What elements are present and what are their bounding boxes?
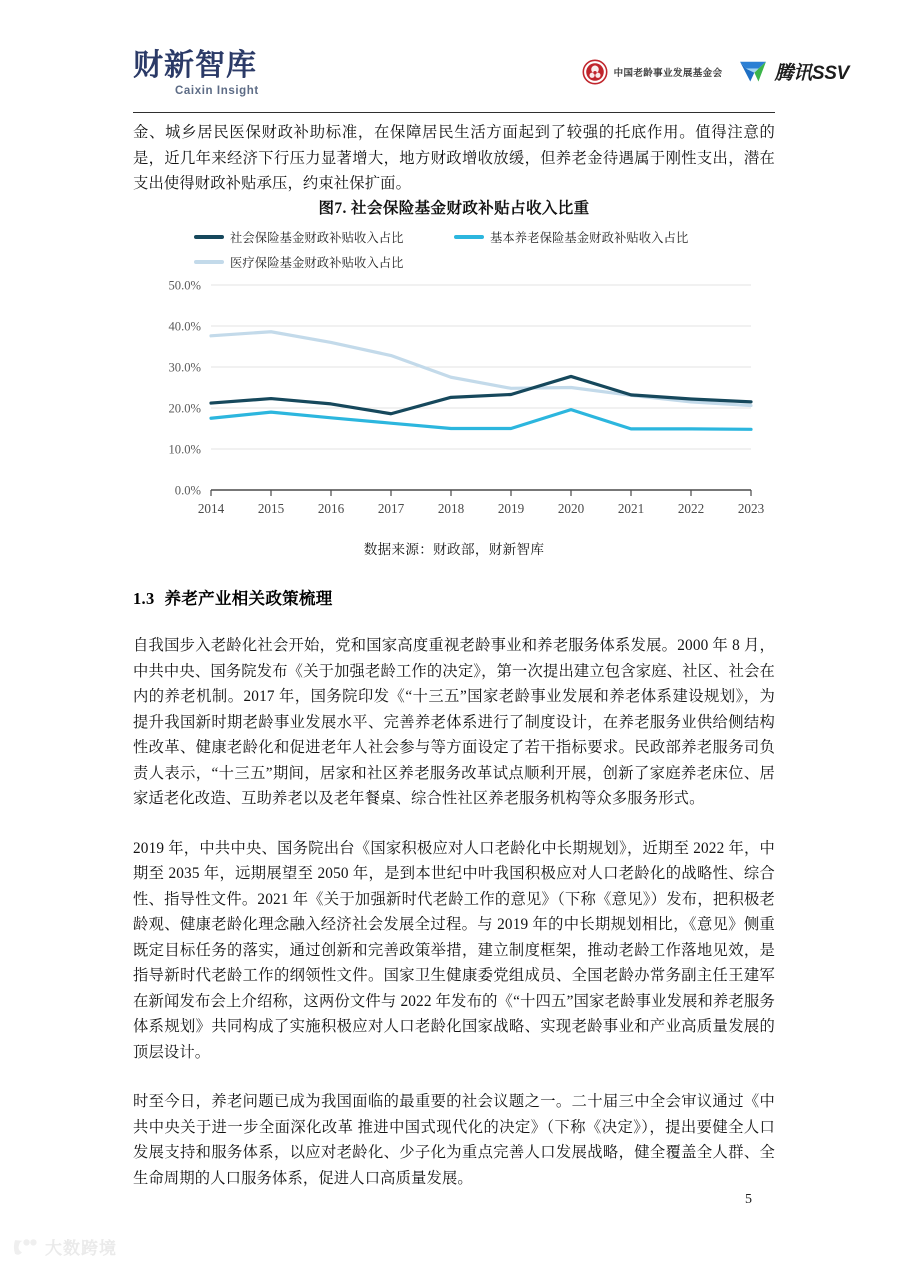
foundation-seal-icon	[582, 59, 608, 85]
x-axis-tick-label: 2018	[437, 501, 465, 516]
watermark-text: 大数跨境	[45, 1239, 117, 1258]
tencent-ssv-mark-icon	[738, 59, 768, 85]
legend-item-basic-pension	[454, 228, 714, 246]
body-paragraph-1: 自我国步入老龄化社会开始，党和国家高度重视老龄事业和养老服务体系发展。2000 年 8 月，中共中央、国务院发布《关于加强老龄工作的决定》，第一次提出建立包含家庭、社区、社会在内的养老机制。2017 年，国务院印发《“十三五”国家老龄事业发展和养老体系建设规划》，为提升我国新时期老龄事业发展水平、完善养老体系进行了制度设计，在养老服务业供给侧结构性改革、健康老龄化和促进老年人社会参与等方面设定了若干指标要求。民政部养老服务司负责人表示，“十三五”期间，居家和社区养老服务改革试点顺利开展，创新了家庭养老床位、居家适老化改造、互助养老以及老年餐桌、综合性社区养老服务机构等众多服务形式。	[133, 637, 775, 807]
partner-tencent-ssv	[738, 58, 849, 85]
x-axis-tick-label: 2016	[317, 501, 345, 516]
y-axis-tick-label: 20.0%	[168, 401, 201, 416]
x-axis-tick-label: 2017	[377, 501, 405, 516]
brand-name-en: Caixin Insight	[175, 84, 259, 97]
y-axis-tick-label: 50.0%	[168, 278, 201, 293]
x-axis-tick-label: 2021	[617, 501, 645, 516]
body-paragraph-3: 时至今日，养老问题已成为我国面临的最重要的社会议题之一。二十届三中全会审议通过《中共中央关于进一步全面深化改革 推进中国式现代化的决定》（下称《决定》），提出要健全人口发展支持和服务体系，以应对老龄化、少子化为重点完善人口发展战略，健全覆盖全人群、全生命周期的人口服务体系，促进人口高质量发展。	[133, 1093, 775, 1187]
chart-canvas	[133, 277, 775, 532]
chart-series-line	[211, 410, 751, 430]
x-axis-tick-label: 2019	[497, 501, 525, 516]
legend-item-medical-insurance	[194, 253, 714, 271]
brand-name-cn: 财新智库	[133, 49, 257, 82]
section-heading-text: 养老产业相关政策梳理	[164, 589, 333, 608]
intro-paragraph: 金、城乡居民医保财政补助标准，在保障居民生活方面起到了较强的托底作用。值得注意的是，近几年来经济下行压力显著增大，地方财政增收放缓，但养老金待遇属于刚性支出，潜在支出使得财政补贴承压，约束社保扩面。	[133, 124, 775, 192]
x-axis-tick-label: 2022	[677, 501, 705, 516]
chart-legend	[194, 228, 714, 271]
section-1-3	[133, 585, 775, 1191]
legend-swatch-social-insurance	[194, 235, 224, 239]
intro-section	[133, 120, 775, 197]
section-number: 1.3	[133, 589, 155, 608]
y-axis-tick-label: 40.0%	[168, 319, 201, 334]
legend-item-social-insurance	[194, 228, 454, 246]
watermark-logo-icon	[12, 1237, 38, 1257]
partner-foundation	[582, 59, 723, 85]
legend-swatch-medical-insurance	[194, 260, 224, 264]
line-chart	[133, 277, 775, 532]
y-axis-tick-label: 0.0%	[174, 483, 201, 498]
caixin-insight-logo	[133, 50, 283, 97]
body-paragraph-2: 2019 年，中共中央、国务院出台《国家积极应对人口老龄化中长期规划》，近期至 2022 年，中期至 2035 年，远期展望至 2050 年，是到本世纪中叶我国积极应对人口老龄化的战略性、综合性、指导性文件。2021 年《关于加强新时代老龄工作的意见》（下称《意见》）发布，把积极老龄观、健康老龄化理念融入经济社会发展全过程。与 2019 年的中长期规划相比，《意见》侧重既定目标任务的落实，通过创新和完善政策举措，建立制度框架，推动老龄工作落地见效，是指导新时代老龄工作的纲领性文件。国家卫生健康委党组成员、全国老龄办常务副主任王建军在新闻发布会上介绍称，这两份文件与 2022 年发布的《“十四五”国家老龄事业发展和养老服务体系规划》共同构成了实施积极应对人口老龄化国家战略、实现老龄事业和产业高质量发展的顶层设计。	[133, 839, 775, 1061]
x-axis-tick-label: 2020	[557, 501, 585, 516]
page-header	[133, 48, 849, 110]
partner-logos	[582, 58, 849, 85]
figure-title: 图7. 社会保险基金财政补贴占收入比重	[318, 200, 590, 217]
watermark	[12, 1234, 117, 1259]
foundation-name-label: 中国老龄事业发展基金会	[613, 67, 723, 79]
legend-label-basic-pension: 基本养老保险基金财政补贴收入占比	[490, 231, 689, 245]
figure-7	[133, 196, 775, 558]
legend-label-medical-insurance: 医疗保险基金财政补贴收入占比	[230, 256, 404, 270]
figure-source-note: 数据来源：财政部，财新智库	[363, 542, 545, 557]
page-number: 5	[745, 1192, 752, 1207]
tencent-ssv-label: 腾讯SSV	[774, 63, 849, 84]
legend-swatch-basic-pension	[454, 235, 484, 239]
y-axis-tick-label: 30.0%	[168, 360, 201, 375]
y-axis-tick-label: 10.0%	[168, 442, 201, 457]
header-divider	[133, 112, 775, 113]
x-axis-tick-label: 2015	[257, 501, 285, 516]
x-axis-tick-label: 2023	[737, 501, 765, 516]
page-title	[133, 585, 775, 609]
legend-label-social-insurance: 社会保险基金财政补贴收入占比	[230, 231, 404, 245]
x-axis-tick-label: 2014	[197, 501, 225, 516]
